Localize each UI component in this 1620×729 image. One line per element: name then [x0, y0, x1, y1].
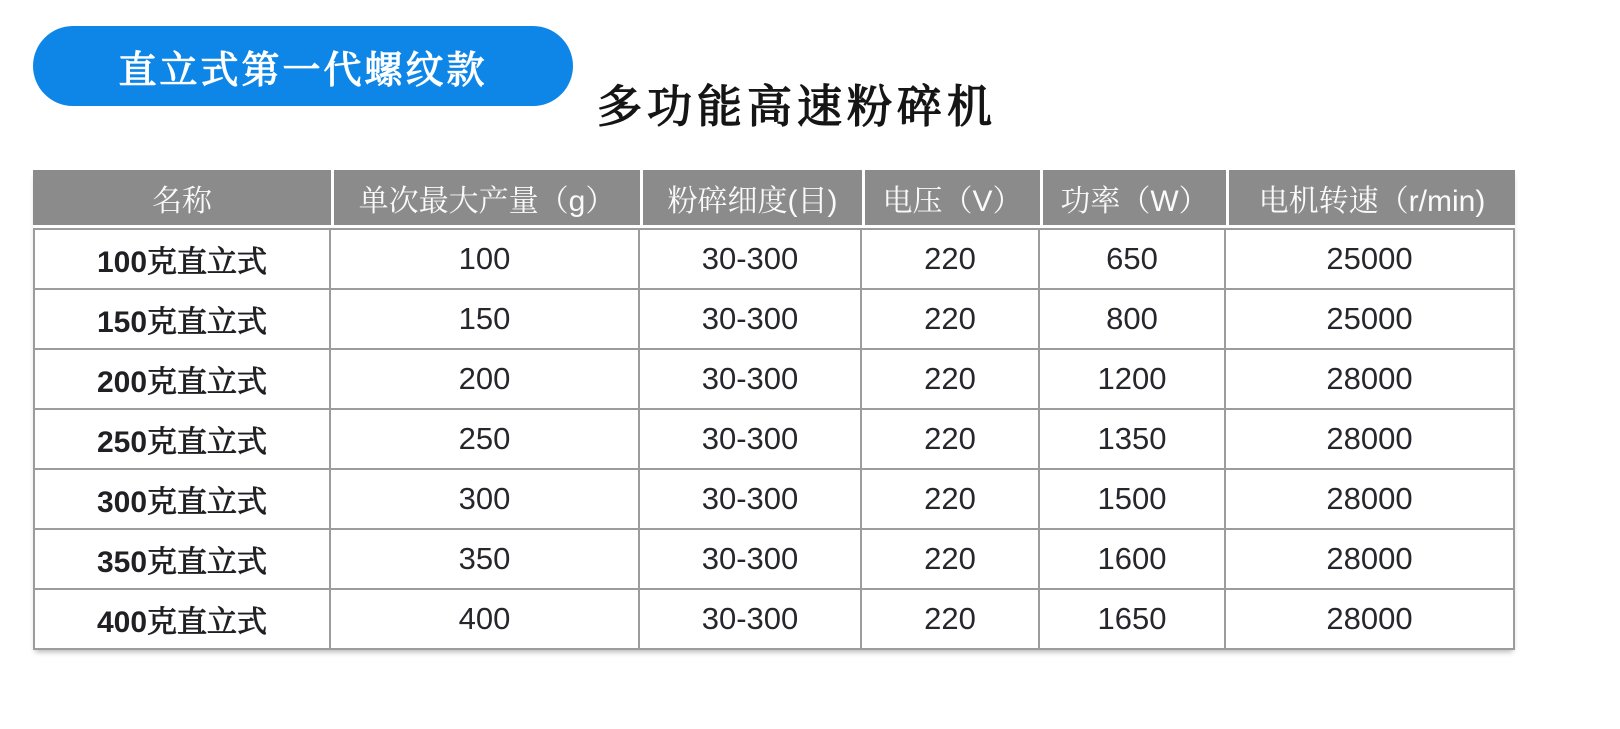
model-name-cell: 350克直立式	[33, 530, 331, 590]
model-name-cell: 150克直立式	[33, 290, 331, 350]
fineness-cell: 30-300	[640, 410, 862, 470]
power-cell: 650	[1040, 228, 1226, 290]
motor-speed-cell: 25000	[1226, 290, 1515, 350]
voltage-cell: 220	[862, 290, 1040, 350]
column-header-name: 名称	[33, 170, 331, 228]
table-row	[33, 228, 1515, 290]
model-name-cell: 300克直立式	[33, 470, 331, 530]
max-output-cell: 400	[331, 590, 640, 650]
max-output-cell: 350	[331, 530, 640, 590]
motor-speed-cell: 28000	[1226, 530, 1515, 590]
column-header-voltage: 电压（V）	[862, 170, 1040, 228]
voltage-cell: 220	[862, 530, 1040, 590]
power-cell: 1600	[1040, 530, 1226, 590]
max-output-cell: 100	[331, 228, 640, 290]
motor-speed-cell: 28000	[1226, 350, 1515, 410]
model-name-cell: 100克直立式	[33, 228, 331, 290]
product-spec-table	[33, 170, 1515, 650]
table-row	[33, 530, 1515, 590]
fineness-cell: 30-300	[640, 470, 862, 530]
max-output-cell: 300	[331, 470, 640, 530]
max-output-cell: 150	[331, 290, 640, 350]
table-row	[33, 350, 1515, 410]
voltage-cell: 220	[862, 350, 1040, 410]
table-header-row	[33, 170, 1515, 228]
table-row	[33, 410, 1515, 470]
table-row	[33, 470, 1515, 530]
column-header-fineness: 粉碎细度(目)	[640, 170, 862, 228]
table-row	[33, 290, 1515, 350]
column-header-motor-speed: 电机转速（r/min)	[1226, 170, 1515, 228]
motor-speed-cell: 28000	[1226, 410, 1515, 470]
motor-speed-cell: 28000	[1226, 590, 1515, 650]
fineness-cell: 30-300	[640, 228, 862, 290]
fineness-cell: 30-300	[640, 350, 862, 410]
fineness-cell: 30-300	[640, 530, 862, 590]
model-series-badge	[33, 26, 573, 106]
power-cell: 1200	[1040, 350, 1226, 410]
power-cell: 1500	[1040, 470, 1226, 530]
power-cell: 800	[1040, 290, 1226, 350]
power-cell: 1350	[1040, 410, 1226, 470]
model-name-cell: 200克直立式	[33, 350, 331, 410]
max-output-cell: 200	[331, 350, 640, 410]
voltage-cell: 220	[862, 410, 1040, 470]
max-output-cell: 250	[331, 410, 640, 470]
model-name-cell: 250克直立式	[33, 410, 331, 470]
motor-speed-cell: 28000	[1226, 470, 1515, 530]
fineness-cell: 30-300	[640, 290, 862, 350]
model-name-cell: 400克直立式	[33, 590, 331, 650]
motor-speed-cell: 25000	[1226, 228, 1515, 290]
column-header-power: 功率（W）	[1040, 170, 1226, 228]
power-cell: 1650	[1040, 590, 1226, 650]
voltage-cell: 220	[862, 590, 1040, 650]
model-series-badge-label: 直立式第一代螺纹款	[118, 49, 488, 92]
voltage-cell: 220	[862, 470, 1040, 530]
table-row	[33, 590, 1515, 650]
voltage-cell: 220	[862, 228, 1040, 290]
page-title: 多功能高速粉碎机	[597, 81, 998, 133]
column-header-max-output: 单次最大产量（g）	[331, 170, 640, 228]
fineness-cell: 30-300	[640, 590, 862, 650]
